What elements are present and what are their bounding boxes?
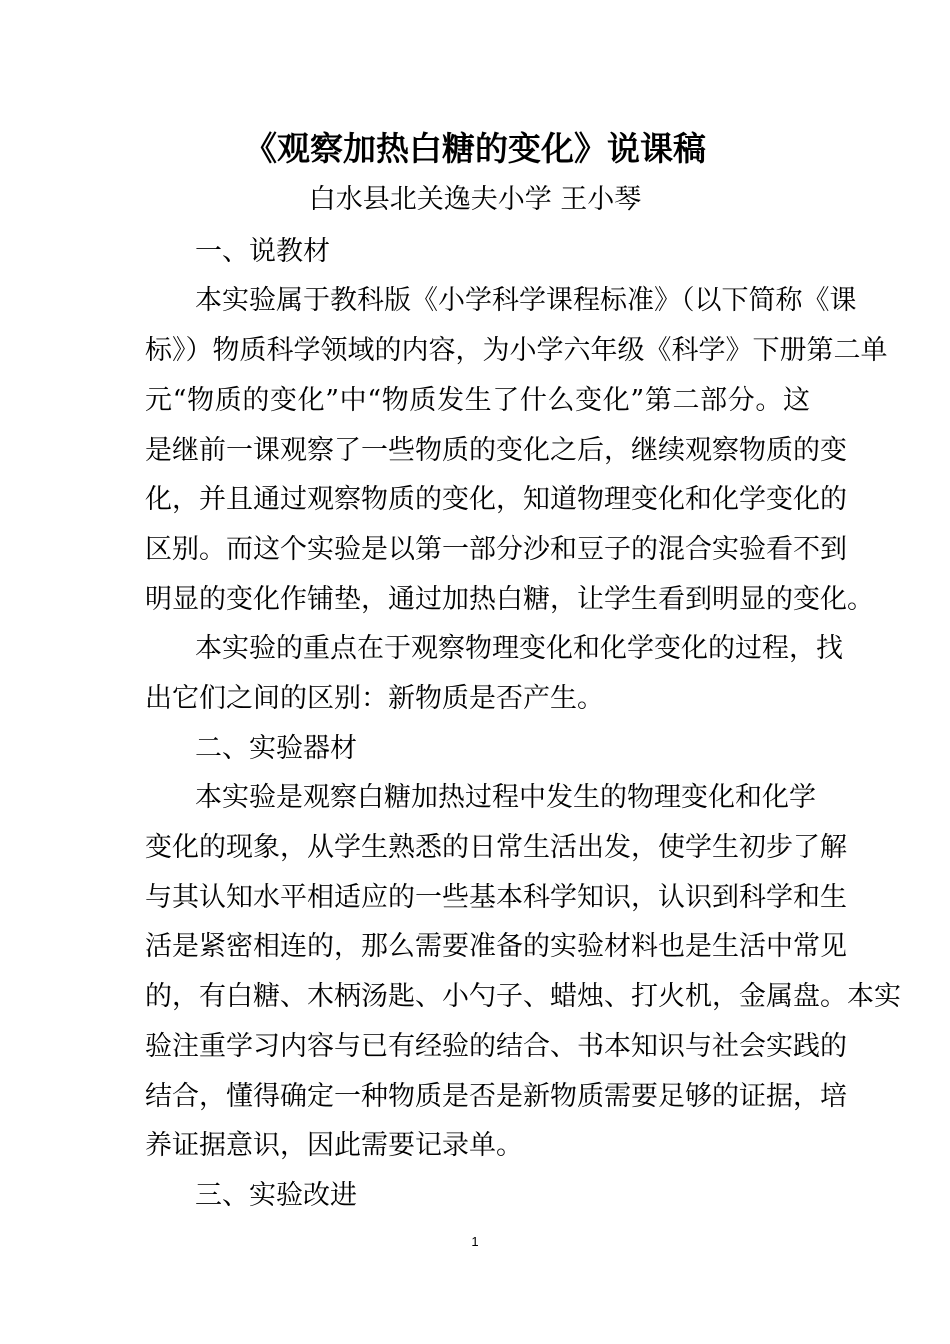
paragraph-line: 明显的变化作铺垫，通过加热白糖，让学生看到明显的变化。 [145, 584, 874, 615]
paragraph-line: 验注重学习内容与已有经验的结合、书本知识与社会实践的 [145, 1031, 847, 1062]
paragraph-line: 是继前一课观察了一些物质的变化之后，继续观察物质的变 [145, 435, 847, 466]
paragraph-line: 出它们之间的区别：新物质是否产生。 [145, 683, 604, 714]
section-heading: 二、实验器材 [195, 733, 357, 764]
paragraph-line: 元“物质的变化”中“物质发生了什么变化”第二部分。这 [145, 385, 810, 416]
paragraph-line: 的，有白糖、木柄汤匙、小勺子、蜡烛、打火机，金属盘。本实 [145, 981, 901, 1012]
paragraph-line: 与其认知水平相适应的一些基本科学知识，认识到科学和生 [145, 882, 847, 913]
paragraph-line: 本实验属于教科版《小学科学课程标准》（以下简称《课 [195, 285, 857, 316]
section-heading: 一、说教材 [195, 236, 330, 267]
document-author: 白水县北关逸夫小学 王小琴 [308, 184, 642, 215]
paragraph-line: 标》）物质科学领域的内容，为小学六年级《科学》下册第二单 [145, 335, 888, 366]
paragraph-line: 变化的现象，从学生熟悉的日常生活出发，使学生初步了解 [145, 832, 847, 863]
paragraph-line: 养证据意识，因此需要记录单。 [145, 1130, 523, 1161]
paragraph-line: 本实验的重点在于观察物理变化和化学变化的过程，找 [195, 633, 843, 664]
paragraph-line: 结合，懂得确定一种物质是否是新物质需要足够的证据，培 [145, 1081, 847, 1112]
document-title: 《观察加热白糖的变化》说课稿 [244, 129, 706, 168]
section-heading: 三、实验改进 [195, 1180, 357, 1211]
page-number: 1 [471, 1234, 479, 1249]
paragraph-line: 活是紧密相连的，那么需要准备的实验材料也是生活中常见 [145, 931, 847, 962]
paragraph-line: 化，并且通过观察物质的变化，知道物理变化和化学变化的 [145, 484, 847, 515]
paragraph-line: 区别。而这个实验是以第一部分沙和豆子的混合实验看不到 [145, 534, 847, 565]
paragraph-line: 本实验是观察白糖加热过程中发生的物理变化和化学 [195, 782, 816, 813]
